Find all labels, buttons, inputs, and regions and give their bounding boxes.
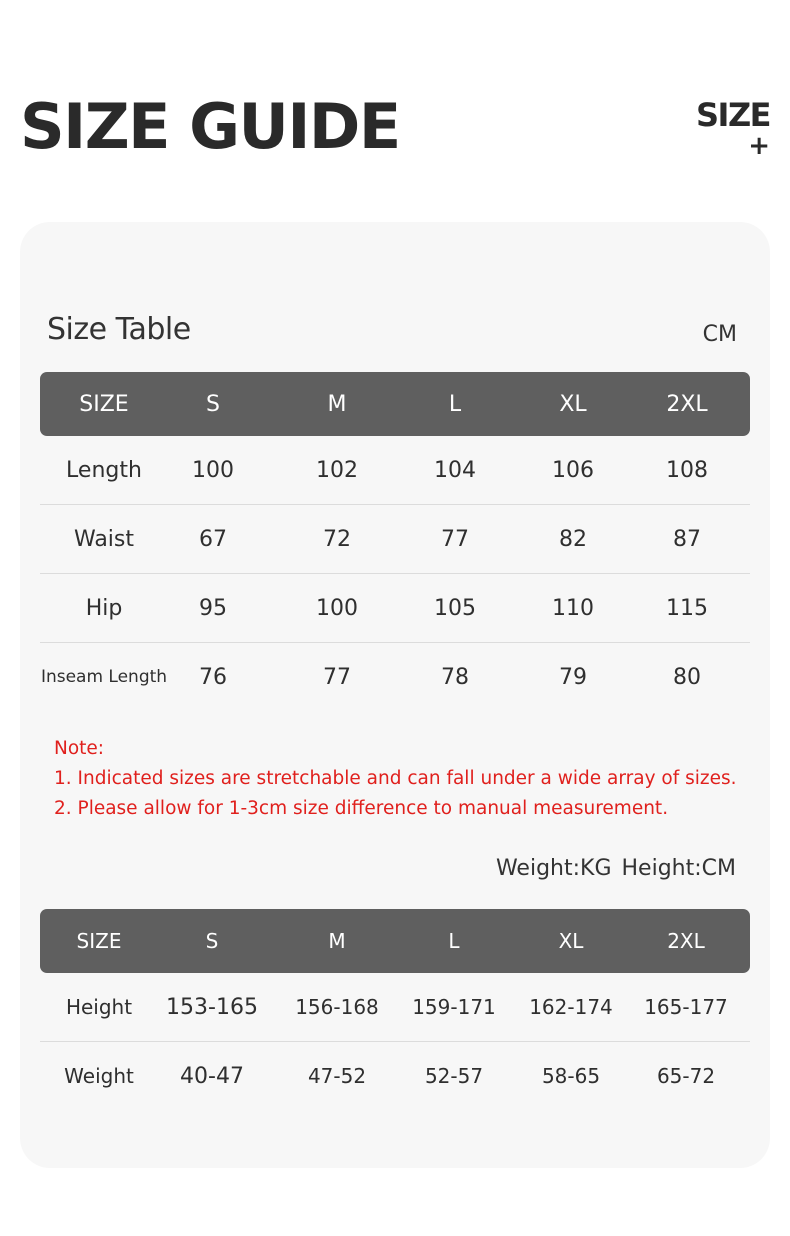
table-row-inseam-length: [40, 643, 750, 711]
table-cell: 102: [316, 457, 358, 483]
fit-table: [40, 909, 750, 1110]
table-cell: 153-165: [166, 994, 258, 1020]
page-title: SIZE GUIDE: [20, 90, 400, 163]
size-table-unit: CM: [702, 322, 737, 347]
column-header-s: S: [205, 929, 219, 953]
table-cell: 159-171: [412, 995, 496, 1019]
table-cell: 40-47: [180, 1063, 244, 1089]
table-cell: 77: [323, 664, 351, 690]
weight-unit-label: Weight:KG: [495, 856, 612, 881]
row-label-weight: Weight: [64, 1064, 134, 1088]
row-label-height: Height: [65, 995, 133, 1019]
row-label-inseam-length: Inseam Length: [40, 667, 168, 687]
plus-icon: +: [748, 131, 770, 161]
column-header-l: L: [448, 391, 462, 417]
column-header-m: M: [327, 391, 347, 417]
column-header-size: SIZE: [79, 391, 129, 417]
column-header-s: S: [206, 391, 220, 417]
table-cell: 77: [441, 526, 469, 552]
table-cell: 78: [441, 664, 469, 690]
table-cell: 100: [192, 457, 234, 483]
table-cell: 104: [434, 457, 476, 483]
column-header-xl: XL: [558, 929, 584, 953]
row-label-waist: Waist: [73, 526, 135, 552]
table-cell: 58-65: [541, 1064, 601, 1088]
column-header-xl: XL: [559, 391, 587, 417]
table-cell: 165-177: [644, 995, 728, 1019]
table-row-hip: [40, 574, 750, 643]
column-header-m: M: [328, 929, 346, 953]
table-cell: 47-52: [307, 1064, 367, 1088]
table-cell: 72: [323, 526, 351, 552]
column-header-2xl: 2XL: [666, 391, 708, 417]
fit-table-header: [40, 909, 750, 973]
size-table: [40, 372, 750, 711]
note-heading: Note:: [54, 738, 105, 759]
table-cell: 106: [552, 457, 594, 483]
table-cell: 79: [559, 664, 587, 690]
table-cell: 87: [673, 526, 701, 552]
note-item: 1. Indicated sizes are stretchable and can fall under a wide array of sizes.: [54, 768, 737, 789]
note-item: 2. Please allow for 1-3cm size difference to manual measurement.: [54, 798, 669, 819]
column-header-size: SIZE: [76, 929, 122, 953]
table-cell: 115: [666, 595, 708, 621]
table-cell: 156-168: [295, 995, 379, 1019]
brand-logo: [695, 96, 770, 161]
table-cell: 162-174: [529, 995, 613, 1019]
table-cell: 82: [559, 526, 587, 552]
table-cell: 65-72: [656, 1064, 716, 1088]
table-cell: 80: [673, 664, 701, 690]
table-row-height: [40, 973, 750, 1042]
table-cell: 95: [199, 595, 227, 621]
size-notes: [54, 734, 737, 824]
column-header-l: L: [448, 929, 460, 953]
size-guide-card: [20, 222, 770, 1168]
table-cell: 110: [552, 595, 594, 621]
table-cell: 76: [199, 664, 227, 690]
table-row-waist: [40, 505, 750, 574]
row-label-length: Length: [66, 457, 142, 483]
brand-logo-word: SIZE: [695, 96, 770, 134]
row-label-hip: Hip: [85, 595, 123, 621]
size-table-header: [40, 372, 750, 436]
table-cell: 52-57: [424, 1064, 484, 1088]
fit-table-units: [496, 856, 736, 881]
table-cell: 108: [666, 457, 708, 483]
table-row-weight: [40, 1042, 750, 1110]
height-unit-label: Height:CM: [621, 856, 736, 881]
size-table-title: Size Table: [47, 312, 191, 347]
column-header-2xl: 2XL: [667, 929, 705, 953]
table-cell: 100: [316, 595, 358, 621]
table-row-length: [40, 436, 750, 505]
table-cell: 67: [199, 526, 227, 552]
table-cell: 105: [434, 595, 476, 621]
